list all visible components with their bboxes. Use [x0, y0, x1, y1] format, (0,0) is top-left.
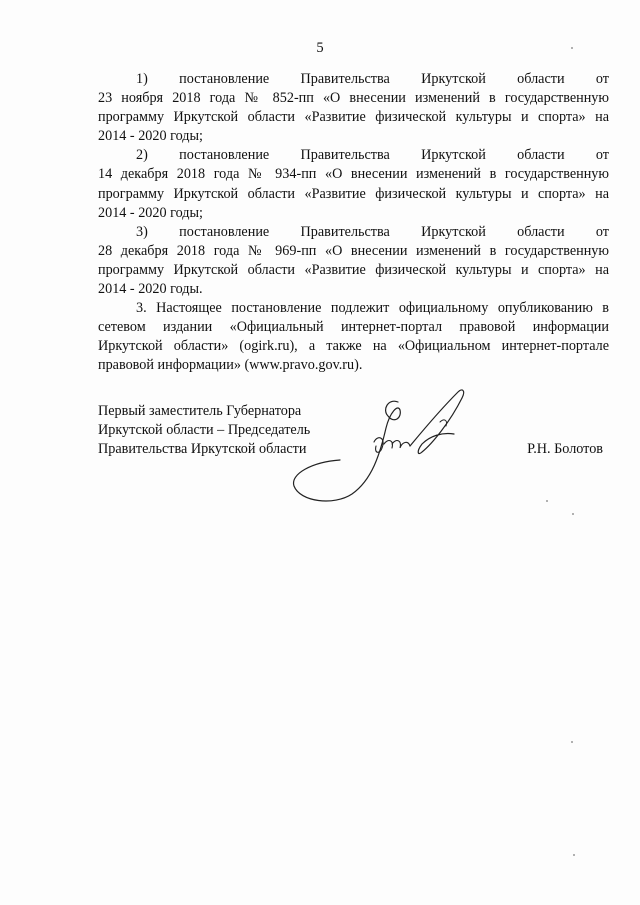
list-item-1 [98, 70, 609, 146]
publication-clause [98, 299, 609, 375]
signatory-title-line: Первый заместитель Губернатора [98, 403, 302, 419]
text-line: программу Иркутской области «Развитие физической культуры и спорта» на [98, 185, 609, 202]
text-line: 3) постановление Правительства Иркутской области от [136, 223, 609, 240]
text-line: 2) постановление Правительства Иркутской области от [136, 147, 609, 164]
text-line: программу Иркутской области «Развитие физической культуры и спорта» на [98, 109, 609, 126]
signatory-title-line: Иркутской области – Председатель [98, 422, 311, 439]
text-line: 14 декабря 2018 года № 934-пп «О внесении изменений в государственную [98, 166, 609, 183]
text-line: сетевом издании «Официальный интернет-портал правовой информации [98, 319, 609, 336]
text-line: 3. Настоящее постановление подлежит официальному опубликованию в [136, 300, 609, 317]
text-line: программу Иркутской области «Развитие физической культуры и спорта» на [98, 261, 609, 278]
document-body [98, 70, 609, 376]
list-item-2 [98, 146, 609, 222]
text-line: 1) постановление Правительства Иркутской области от [136, 71, 609, 87]
page-number: 5 [316, 40, 324, 56]
text-line: 2014 - 2020 годы; [98, 204, 203, 221]
text-line: 2014 - 2020 годы; [98, 128, 203, 145]
text-line: правовой информации» (www.pravo.gov.ru). [98, 357, 363, 374]
text-line: 23 ноября 2018 года № 852-пп «О внесении изменений в государственную [98, 90, 609, 107]
list-item-3 [98, 223, 609, 299]
signatory-name: Р.Н. Болотов [527, 441, 603, 457]
scan-speck [571, 47, 573, 49]
scan-speck [571, 741, 573, 743]
handwritten-signature [290, 382, 480, 512]
text-line: 2014 - 2020 годы. [98, 281, 203, 298]
scan-speck [572, 513, 574, 515]
scan-speck [546, 500, 548, 502]
signatory-title-line: Правительства Иркутской области [98, 441, 307, 458]
text-line: 28 декабря 2018 года № 969-пп «О внесении изменений в государственную [98, 242, 609, 259]
scan-speck [573, 854, 575, 856]
text-line: Иркутской области» (ogirk.ru), а также на «Официальном интернет-портале [98, 338, 609, 355]
